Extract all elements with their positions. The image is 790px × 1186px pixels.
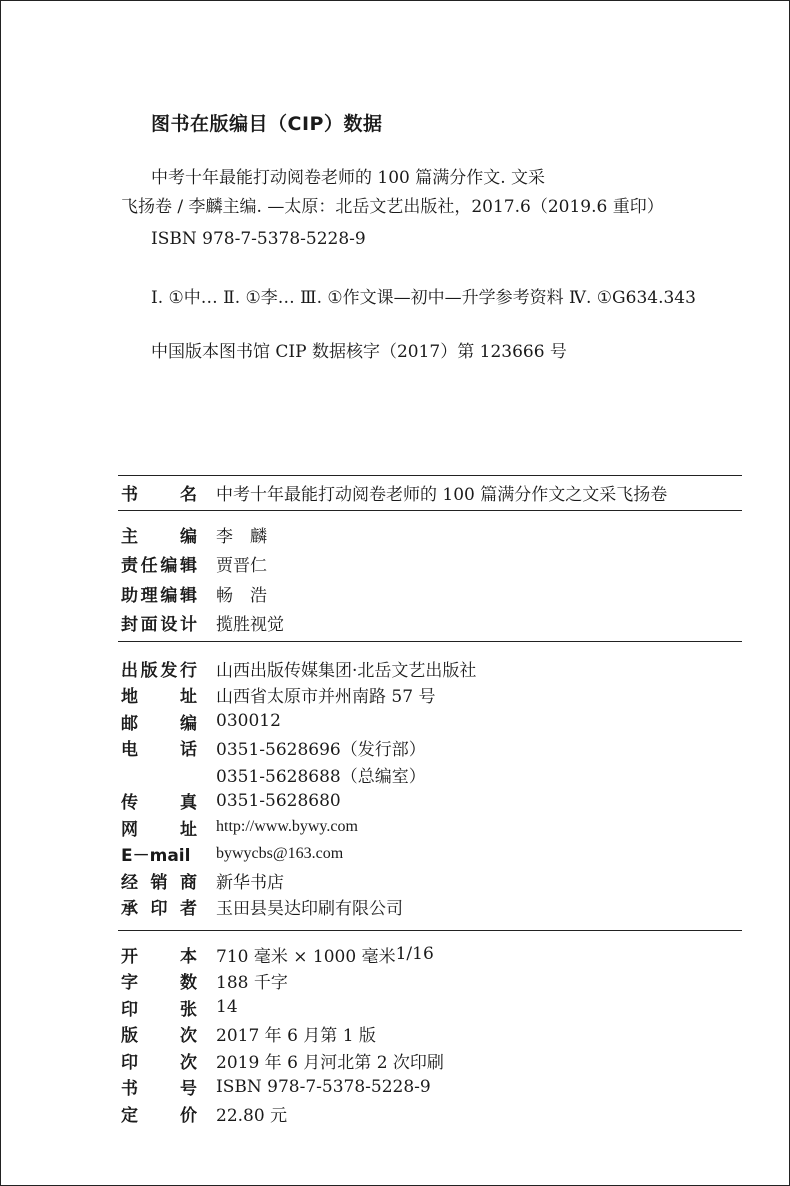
info-label: 字 数 xyxy=(121,973,197,993)
cip-line-5: 中国版本图书馆 CIP 数据核字（2017）第 123666 号 xyxy=(151,342,567,362)
divider-editors xyxy=(118,641,742,642)
info-value: 0351-5628688（总编室） xyxy=(216,766,426,787)
info-row xyxy=(121,994,238,1020)
info-value: 畅 浩 xyxy=(216,585,267,606)
info-label: 印 次 xyxy=(121,1052,197,1073)
info-label: 网 址 xyxy=(121,819,197,840)
cip-line-4: Ⅰ. ①中… Ⅱ. ①李… Ⅲ. ①作文课—初中—升学参考资料 Ⅳ. ①G634.343 xyxy=(151,288,696,308)
info-value: bywycbs@163.com xyxy=(216,844,344,862)
info-row xyxy=(121,580,267,606)
info-value: 710 毫米 × 1000 毫米 xyxy=(216,946,396,967)
info-label: 助 理 编 辑 xyxy=(121,585,197,606)
divider-top xyxy=(118,475,742,476)
info-label: 封 面 设 计 xyxy=(121,615,197,635)
info-value: 188 千字 xyxy=(216,973,288,993)
info-label: 承 印 者 xyxy=(121,899,197,919)
info-label: 书 号 xyxy=(121,1079,197,1099)
info-row xyxy=(121,735,426,761)
info-value: 玉田县昊达印刷有限公司 xyxy=(216,899,403,919)
info-label: 主 编 xyxy=(121,526,197,547)
info-label: 版 次 xyxy=(121,1026,197,1046)
info-row xyxy=(121,1100,287,1126)
info-value: ISBN 978-7-5378-5228-9 xyxy=(216,1076,431,1097)
info-row xyxy=(121,788,341,814)
divider-title xyxy=(118,510,742,511)
info-row xyxy=(121,814,358,840)
info-value: 揽胜视觉 xyxy=(216,615,284,635)
info-label: 邮 编 xyxy=(121,713,197,734)
info-row xyxy=(121,941,434,967)
info-value: 2019 年 6 月河北第 2 次印刷 xyxy=(216,1052,444,1073)
info-value: 中考十年最能打动阅卷老师的 100 篇满分作文之文采飞扬卷 xyxy=(216,484,668,505)
info-value: 贾晋仁 xyxy=(216,556,267,576)
info-value: 李 麟 xyxy=(216,526,267,547)
info-label: 传 真 xyxy=(121,793,197,813)
info-row xyxy=(121,1021,376,1047)
info-row-title xyxy=(121,479,667,505)
cip-line-3: ISBN 978-7-5378-5228-9 xyxy=(151,229,366,249)
info-row xyxy=(121,968,288,994)
info-label: 电 话 xyxy=(121,740,197,760)
info-value: 0351-5628680 xyxy=(216,790,341,811)
cip-line-2: 飞扬卷 / 李麟主编. —太原：北岳文艺出版社，2017.6（2019.6 重印） xyxy=(121,197,664,217)
info-row xyxy=(121,551,267,577)
info-row xyxy=(121,867,284,893)
info-row xyxy=(121,655,476,681)
divider-publisher xyxy=(118,930,742,931)
info-value: 22.80 元 xyxy=(216,1105,288,1126)
info-row xyxy=(121,894,403,920)
info-label: 定 价 xyxy=(121,1105,197,1126)
info-row xyxy=(121,610,284,636)
info-label: 出 版 发 行 xyxy=(121,660,197,681)
info-row xyxy=(121,682,435,708)
cip-heading: 图书在版编目（CIP）数据 xyxy=(151,113,383,135)
info-value: 030012 xyxy=(216,711,281,731)
info-value: 新华书店 xyxy=(216,872,284,893)
info-value: 山西省太原市并州南路 57 号 xyxy=(216,687,436,707)
info-label: E－mail xyxy=(121,846,191,866)
info-value: 2017 年 6 月第 1 版 xyxy=(216,1026,376,1046)
info-value: 0351-5628696（发行部） xyxy=(216,740,426,760)
info-row xyxy=(121,761,426,787)
cip-line-1: 中考十年最能打动阅卷老师的 100 篇满分作文. 文采 xyxy=(151,168,546,188)
info-label: 责 任 编 辑 xyxy=(121,556,197,576)
info-value-extra: 1/16 xyxy=(395,944,434,964)
info-label: 开 本 xyxy=(121,946,197,967)
info-row xyxy=(121,1047,444,1073)
info-label: 地 址 xyxy=(121,687,197,707)
info-value: 14 xyxy=(216,997,238,1017)
info-row xyxy=(121,521,267,547)
info-label: 印 张 xyxy=(121,999,197,1020)
info-row xyxy=(121,708,281,734)
info-label: 经 销 商 xyxy=(121,872,197,893)
info-row xyxy=(121,1074,431,1100)
info-value: 山西出版传媒集团·北岳文艺出版社 xyxy=(216,660,477,681)
info-row xyxy=(121,841,343,867)
info-label: 书 名 xyxy=(121,484,197,505)
info-value: http://www.bywy.com xyxy=(216,818,358,835)
